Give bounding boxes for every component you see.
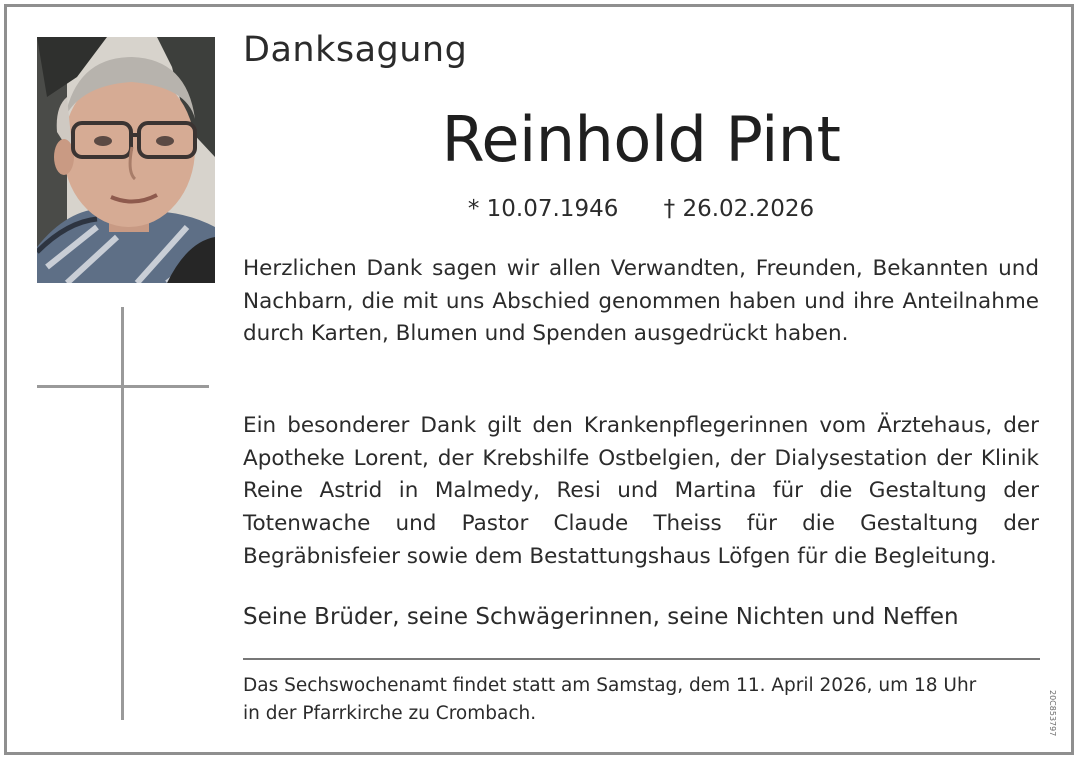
life-dates	[243, 196, 1039, 222]
portrait-photo	[37, 37, 215, 283]
memorial-cross-vertical	[121, 307, 124, 720]
thanks-paragraph: Herzlichen Dank sagen wir allen Verwandten, Freunden, Bekannten und Nachbarn, die mit uns Abschied genommen haben und ihre Anteilnahme durch Karten, Blumen und Spenden ausgedrückt haben.	[243, 256, 1039, 347]
birth-date: * 10.07.1946	[467, 196, 619, 222]
notice-heading: Danksagung	[243, 30, 468, 70]
memorial-cross-horizontal	[37, 385, 209, 388]
memorial-mass-notice	[243, 672, 1043, 728]
ad-reference-code: 20C853797	[1048, 690, 1057, 737]
family-signature: Seine Brüder, seine Schwägerinnen, seine Nichten und Neffen	[243, 604, 959, 630]
death-date: † 26.02.2026	[663, 196, 815, 222]
divider	[243, 658, 1040, 660]
special-thanks-paragraph: Ein besonderer Dank gilt den Krankenpflegerinnen vom Ärztehaus, der Apotheke Lorent, der Krebshilfe Ostbelgien, der Dialysestation der Klinik Reine Astrid in Malmedy, Resi und Martina für die Gestaltung der Totenwache und Pastor Claude Theiss für die Gestaltung der Begräbnisfeier sowie dem Bestattungshaus Löfgen für die Begleitung.	[243, 413, 1039, 569]
memorial-mass-line-2: in der Pfarrkirche zu Crombach.	[243, 703, 537, 724]
memorial-mass-line-1: Das Sechswochenamt findet statt am Samstag, dem 11. April 2026, um 18 Uhr	[243, 675, 977, 696]
deceased-name: Reinhold Pint	[441, 103, 841, 176]
